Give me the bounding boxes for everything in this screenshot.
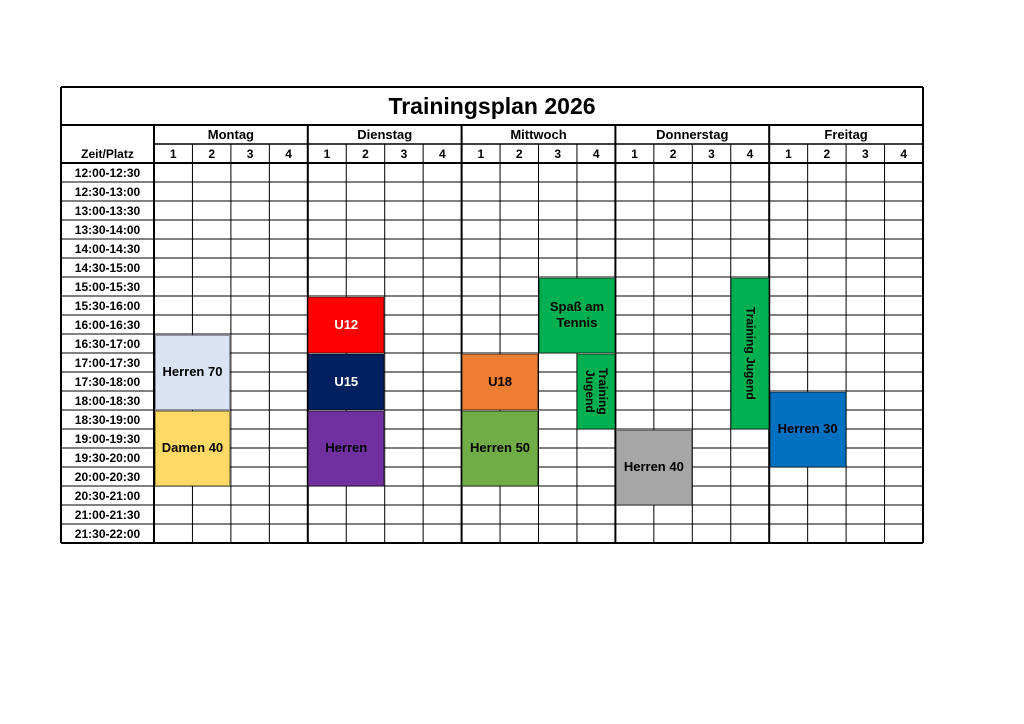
day-header: Mittwoch [510, 127, 567, 142]
day-header: Dienstag [357, 127, 413, 142]
time-slot-label: 20:30-21:00 [74, 488, 141, 503]
court-number: 2 [362, 146, 369, 161]
time-slot-label: 16:00-16:30 [74, 317, 141, 332]
time-slot-label: 12:00-12:30 [74, 165, 141, 180]
court-number: 1 [169, 146, 177, 161]
court-number: 2 [208, 146, 215, 161]
court-number: 4 [285, 146, 292, 161]
court-number: 3 [246, 146, 254, 161]
court-number: 1 [785, 146, 792, 161]
court-number: 2 [669, 146, 677, 161]
training-block: U18 [462, 354, 538, 410]
time-slot-label: 14:00-14:30 [74, 241, 141, 256]
day-header: Donnerstag [656, 127, 729, 142]
day-header: Montag [207, 127, 254, 142]
court-number: 1 [631, 146, 638, 161]
time-slot-label: 21:30-22:00 [74, 526, 141, 541]
time-slot-label: 17:00-17:30 [74, 355, 141, 370]
court-number: 3 [708, 146, 715, 161]
time-slot-label: 21:00-21:30 [74, 507, 141, 522]
schedule-title: Trainingsplan 2026 [388, 92, 596, 119]
court-number: 2 [515, 146, 523, 161]
court-number: 3 [861, 146, 869, 161]
time-slot-label: 15:30-16:00 [74, 298, 141, 313]
time-slot-label: 13:00-13:30 [74, 203, 141, 218]
time-slot-label: 13:30-14:00 [74, 222, 141, 237]
training-block: Herren 70 [155, 335, 231, 410]
time-slot-label: 16:30-17:00 [74, 336, 141, 351]
court-number: 2 [823, 146, 831, 161]
time-slot-label: 18:30-19:00 [74, 412, 141, 427]
court-number: 3 [554, 146, 562, 161]
court-number: 4 [746, 146, 754, 161]
day-header: Freitag [824, 127, 868, 142]
training-block: Herren 50 [462, 411, 538, 486]
court-number: 4 [439, 146, 446, 161]
training-block: Herren [308, 411, 384, 486]
training-block: Training Jugend [731, 278, 768, 429]
court-number: 1 [323, 146, 331, 161]
court-number: 4 [592, 146, 600, 161]
time-slot-label: 15:00-15:30 [74, 279, 141, 294]
training-block: Spaß am Tennis [539, 278, 615, 353]
time-slot-label: 19:00-19:30 [74, 431, 141, 446]
corner-label: Zeit/Platz [81, 146, 134, 161]
time-slot-label: 18:00-18:30 [74, 393, 141, 408]
court-number: 1 [477, 146, 485, 161]
court-number: 3 [400, 146, 408, 161]
time-slot-label: 19:30-20:00 [74, 450, 141, 465]
time-slot-label: 17:30-18:00 [74, 374, 141, 389]
training-block: U15 [308, 354, 384, 410]
time-slot-label: 20:00-20:30 [74, 469, 141, 484]
training-block: Herren 30 [770, 392, 846, 467]
training-block: Herren 40 [616, 430, 692, 505]
time-slot-label: 14:30-15:00 [74, 260, 141, 275]
training-block: Damen 40 [155, 411, 231, 486]
time-slot-label: 12:30-13:00 [74, 184, 141, 199]
court-number: 4 [900, 146, 908, 161]
training-block: Training Jugend [577, 354, 614, 429]
training-block: U12 [308, 297, 384, 353]
